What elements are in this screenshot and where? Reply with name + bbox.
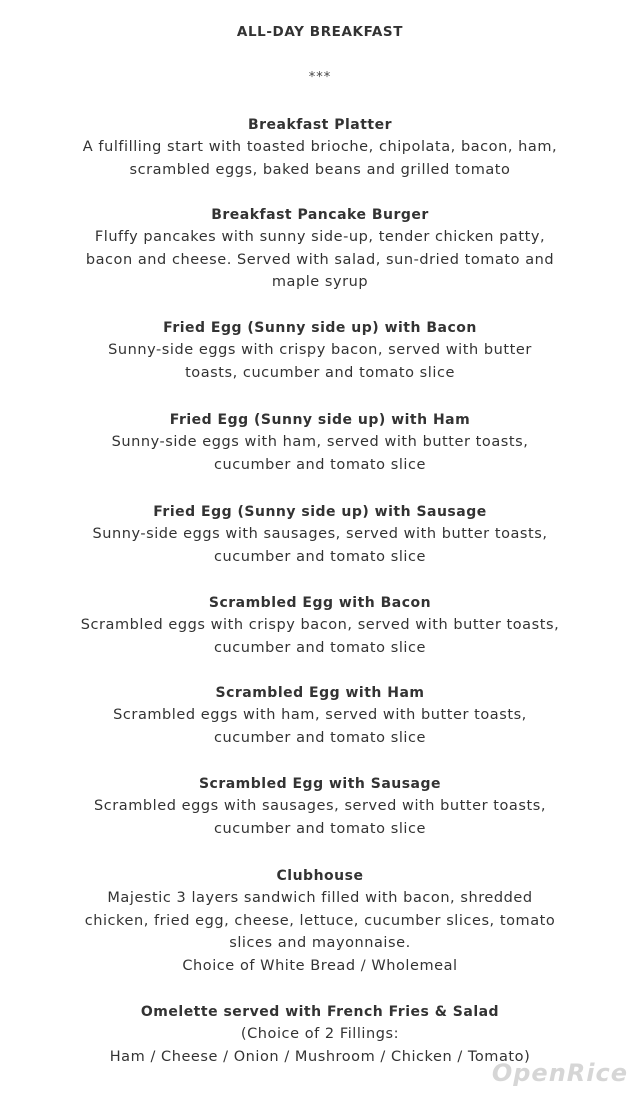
item-description [0,523,640,568]
menu-item [0,773,640,840]
item-description-line: (Choice of 2 Fillings: [240,1026,400,1042]
item-description-line: maple syrup [271,274,369,291]
item-description-line: cucumber and tomato slice [213,820,427,837]
item-description-line: cucumber and tomato slice [213,639,427,656]
item-description-line: Majestic 3 layers sandwich filled with bacon, shredded [107,890,533,906]
item-description-line: Scrambled eggs with crispy bacon, served with butter toasts, [80,617,560,633]
item-name: Scrambled Egg with Bacon [208,595,432,611]
item-description [0,339,640,384]
item-description [0,136,640,181]
menu-item [0,317,640,384]
item-description-line: toasts, cucumber and tomato slice [185,364,455,381]
menu-item [0,501,640,568]
item-description [0,704,640,749]
openrice-watermark: OpenRice [491,1059,628,1087]
item-name: Omelette served with French Fries & Salad [140,1004,500,1020]
item-description-line: Choice of White Bread / Wholemeal [182,958,458,975]
item-description [0,887,640,978]
item-description-line: bacon and cheese. Served with salad, sun-dried tomato and [85,251,555,268]
item-description-line: Scrambled eggs with ham, served with butter toasts, [113,707,527,723]
item-name: Scrambled Egg with Ham [215,685,425,701]
menu-item [0,592,640,659]
item-name: Scrambled Egg with Sausage [198,776,442,792]
menu-item [0,682,640,749]
item-description-line: chicken, fried egg, cheese, lettuce, cucumber slices, tomato [84,912,556,929]
item-description-line: cucumber and tomato slice [213,548,427,565]
item-name: Breakfast Platter [247,117,393,133]
menu-item [0,865,640,978]
item-description-line: cucumber and tomato slice [213,456,427,473]
item-description [0,226,640,294]
menu-title: ALL-DAY BREAKFAST [236,24,404,40]
menu-item [0,409,640,476]
item-name: Fried Egg (Sunny side up) with Sausage [153,504,487,520]
item-description-line: slices and mayonnaise. [229,935,411,952]
item-description [0,431,640,476]
item-description-line: Scrambled eggs with sausages, served with butter toasts, [94,798,546,814]
item-name: Clubhouse [276,868,364,884]
item-name: Breakfast Pancake Burger [211,207,429,223]
item-description-line: Sunny-side eggs with ham, served with butter toasts, [111,434,529,450]
item-description-line: Fluffy pancakes with sunny side-up, tender chicken patty, [94,229,546,245]
menu-item [0,114,640,181]
item-name: Fried Egg (Sunny side up) with Ham [169,412,471,428]
item-description-line: cucumber and tomato slice [213,729,427,746]
item-description-line: scrambled eggs, baked beans and grilled tomato [129,161,511,178]
item-description-line: Ham / Cheese / Onion / Mushroom / Chicken / Tomato) [109,1048,531,1065]
menu-divider: *** [308,70,332,85]
item-description [0,795,640,840]
item-description [0,614,640,659]
item-description-line: Sunny-side eggs with crispy bacon, served with butter [108,342,532,358]
menu-item [0,204,640,294]
item-description-line: A fulfilling start with toasted brioche, chipolata, bacon, ham, [82,139,558,155]
item-description-line: Sunny-side eggs with sausages, served with butter toasts, [92,526,548,542]
item-name: Fried Egg (Sunny side up) with Bacon [163,320,477,336]
